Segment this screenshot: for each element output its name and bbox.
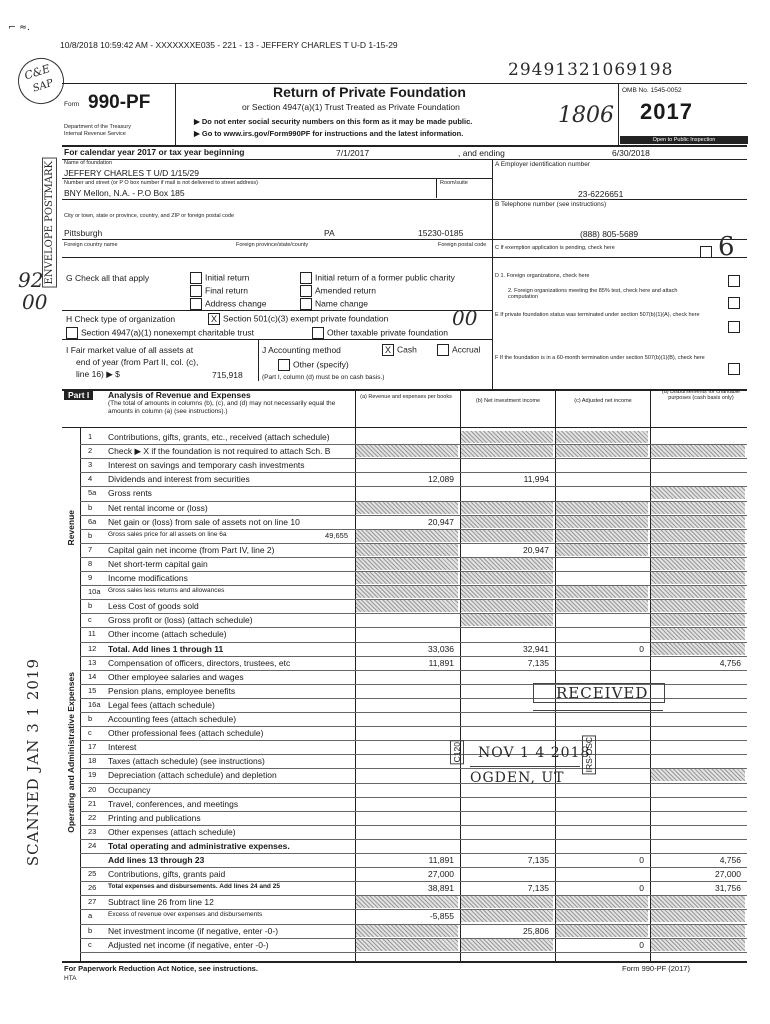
line-label: Gross sales price for all assets on line 6a bbox=[108, 530, 227, 538]
line-label: Accounting fees (attach schedule) bbox=[108, 714, 237, 724]
shaded-cell bbox=[461, 558, 553, 570]
amount-a: 20,947 bbox=[428, 516, 454, 527]
line-number: 26 bbox=[88, 883, 97, 893]
line-label: Other income (attach schedule) bbox=[108, 629, 227, 640]
line-label: Total expenses and disbursements. Add lines 24 and 25 bbox=[108, 883, 280, 891]
hta-label: HTA bbox=[64, 975, 77, 982]
exemption-pending-label: C If exemption application is pending, check here bbox=[495, 245, 615, 251]
shaded-cell bbox=[556, 586, 648, 598]
line-number: 4 bbox=[88, 474, 93, 484]
line-number: b bbox=[88, 502, 93, 512]
shaded-cell bbox=[356, 502, 458, 514]
501c3-checkbox[interactable]: X bbox=[208, 313, 220, 325]
name-label: Name of foundation bbox=[64, 160, 113, 166]
line-number: b bbox=[88, 714, 93, 723]
amended-return-checkbox[interactable] bbox=[300, 285, 312, 297]
shaded-cell bbox=[461, 614, 553, 626]
line-label: Travel, conferences, and meetings bbox=[108, 798, 239, 809]
instruction-website: Go to www.irs.gov/Form990PF for instructions and the latest information. bbox=[201, 129, 464, 138]
row-divider bbox=[80, 797, 747, 798]
name-change-checkbox[interactable] bbox=[300, 298, 312, 310]
line-number: c bbox=[88, 615, 92, 625]
line-label: Compensation of officers, directors, trustees, etc bbox=[108, 657, 291, 668]
line-label: Interest on savings and temporary cash investments bbox=[108, 460, 305, 471]
other-taxable-checkbox[interactable] bbox=[312, 327, 324, 339]
line-number: 12 bbox=[88, 643, 97, 653]
line-label: Other expenses (attach schedule) bbox=[108, 826, 236, 837]
line-label: Contributions, gifts, grants, etc., received (attach schedule) bbox=[108, 432, 330, 442]
street-label: Number and street (or P O box number if mail is not delivered to street address) bbox=[64, 180, 259, 186]
form-prefix: Form bbox=[64, 101, 80, 108]
form-title: Return of Private Foundation bbox=[273, 84, 466, 100]
amount-c: 0 bbox=[639, 883, 644, 894]
amount-b: 11,994 bbox=[523, 474, 549, 485]
amount-b: 7,135 bbox=[527, 855, 549, 865]
amount-d: 27,000 bbox=[715, 869, 741, 880]
amount-b: 25,806 bbox=[523, 925, 549, 936]
shaded-cell bbox=[651, 586, 745, 598]
shaded-cell bbox=[556, 502, 648, 514]
state-value: PA bbox=[324, 228, 335, 238]
shaded-cell bbox=[556, 445, 648, 457]
line-number: 13 bbox=[88, 657, 97, 667]
address-change-checkbox[interactable] bbox=[190, 298, 202, 310]
line-number: 22 bbox=[88, 812, 97, 822]
amount-b: 20,947 bbox=[523, 544, 549, 555]
city-label: City or town, state or province, country, and ZIP or foreign postal code bbox=[64, 213, 235, 219]
row-divider bbox=[80, 754, 747, 755]
line-number: 9 bbox=[88, 573, 93, 582]
shaded-cell bbox=[356, 939, 458, 951]
line-number: 7 bbox=[88, 544, 93, 554]
shaded-cell bbox=[356, 896, 458, 908]
line-number: b bbox=[88, 925, 93, 935]
f-label: F If the foundation is in a 60-month termination under section 507(b)(1)(B), check here bbox=[495, 355, 705, 361]
received-date: NOV 1 4 2018 bbox=[478, 745, 591, 761]
d2-label: 2. Foreign organizations meeting the 85% test, check here and attach computation bbox=[508, 288, 678, 300]
handwritten-00: 00 bbox=[452, 306, 478, 330]
form-subtitle: or Section 4947(a)(1) Trust Treated as Private Foundation bbox=[242, 102, 460, 112]
line-number: c bbox=[88, 728, 92, 738]
shaded-cell bbox=[651, 925, 745, 937]
shaded-cell bbox=[651, 939, 745, 951]
row-divider bbox=[80, 768, 747, 769]
shaded-cell bbox=[556, 896, 648, 908]
instruction-ssn: Do not enter social security numbers on this form as it may be made public. bbox=[201, 117, 473, 126]
line-label: Net gain or (loss) from sale of assets not on line 10 bbox=[108, 516, 300, 527]
line-number: 2 bbox=[88, 446, 93, 456]
shaded-cell bbox=[461, 586, 553, 598]
line-label: Interest bbox=[108, 742, 137, 753]
row-divider bbox=[80, 726, 747, 727]
ein-value: 23-6226651 bbox=[578, 189, 624, 199]
received-side-code: IRS-OSC bbox=[584, 737, 594, 773]
amount-a: 11,891 bbox=[428, 855, 454, 865]
shaded-cell bbox=[651, 628, 745, 640]
dept-line-2: Internal Revenue Service bbox=[64, 131, 126, 137]
shaded-cell bbox=[651, 769, 745, 781]
shaded-cell bbox=[461, 600, 553, 612]
amount-a: 33,036 bbox=[428, 643, 454, 654]
zip-value: 15230-0185 bbox=[418, 228, 464, 238]
shaded-cell bbox=[651, 643, 745, 655]
line-number: 17 bbox=[88, 742, 97, 752]
circle-stamp: C&E SAP bbox=[12, 52, 70, 110]
phone-label: B Telephone number (see instructions) bbox=[495, 201, 607, 208]
line-label: Printing and publications bbox=[108, 812, 201, 823]
cash-checkbox[interactable]: X bbox=[382, 344, 394, 356]
row-divider bbox=[80, 642, 747, 643]
city-value: Pittsburgh bbox=[64, 228, 103, 238]
print-header: 10/8/2018 10:59:42 AM - XXXXXXXE035 - 221 - 13 - JEFFERY CHARLES T U-D 1-15-29 bbox=[60, 40, 398, 50]
line-number: 19 bbox=[88, 770, 97, 780]
amount-a: 38,891 bbox=[428, 883, 454, 894]
fmv-label-1: I Fair market value of all assets at bbox=[66, 345, 194, 355]
shaded-cell bbox=[651, 502, 745, 514]
row-divider bbox=[80, 853, 747, 854]
shaded-cell bbox=[556, 544, 648, 556]
amount-c: 0 bbox=[639, 643, 644, 654]
initial-return-checkbox[interactable] bbox=[190, 272, 202, 284]
phone-value: (888) 805-5689 bbox=[580, 229, 639, 239]
line-label: Subtract line 26 from line 12 bbox=[108, 897, 214, 908]
shaded-cell bbox=[651, 445, 745, 457]
line-number: 25 bbox=[88, 869, 97, 879]
tax-year: 2017 bbox=[640, 99, 693, 124]
row-divider bbox=[80, 881, 747, 882]
revenue-side-label: Revenue bbox=[66, 510, 76, 546]
d1-checkbox[interactable] bbox=[728, 275, 740, 287]
shaded-cell bbox=[356, 572, 458, 584]
shaded-cell bbox=[651, 600, 745, 612]
part-i-description: (The total of amounts in columns (b), (c), and (d) may not necessarily equal the amounts in column (a) (see instructions).) bbox=[108, 400, 336, 415]
line-number: 27 bbox=[88, 897, 97, 907]
line-label: Capital gain net income (from Part IV, line 2) bbox=[108, 544, 275, 555]
line-label: Other employee salaries and wages bbox=[108, 671, 244, 682]
calendar-label: For calendar year 2017 or tax year beginning bbox=[64, 147, 245, 157]
shaded-cell bbox=[356, 558, 458, 570]
line-label: Income modifications bbox=[108, 573, 188, 583]
line-label: Less Cost of goods sold bbox=[108, 601, 199, 612]
line-number: 1 bbox=[88, 432, 93, 441]
row-divider bbox=[80, 656, 747, 657]
line-number: c bbox=[88, 939, 92, 949]
part-i-title: Analysis of Revenue and Expenses bbox=[108, 390, 251, 400]
line-number: 20 bbox=[88, 784, 97, 794]
d1-label: D 1. Foreign organizations, check here bbox=[495, 273, 590, 279]
col-b-header: (b) Net investment income bbox=[475, 398, 541, 404]
gross-sales-price-value: 49,655 bbox=[325, 531, 348, 540]
amount-b: 7,135 bbox=[527, 657, 549, 668]
line-number: a bbox=[88, 911, 93, 921]
line-number: 23 bbox=[88, 826, 97, 836]
shaded-cell bbox=[461, 516, 553, 528]
row-divider bbox=[80, 740, 747, 741]
amount-c: 0 bbox=[639, 939, 644, 950]
amount-d: 31,756 bbox=[715, 883, 741, 894]
accounting-method-label: J Accounting method bbox=[262, 345, 341, 355]
line-label: Depreciation (attach schedule) and depletion bbox=[108, 770, 277, 781]
room-label: Room/suite bbox=[440, 180, 468, 186]
line-label: Net rental income or (loss) bbox=[108, 502, 208, 513]
amount-d: 4,756 bbox=[719, 657, 741, 668]
line-number: 8 bbox=[88, 558, 93, 568]
line-label: Net short-term capital gain bbox=[108, 558, 208, 569]
amount-a: 27,000 bbox=[428, 869, 454, 880]
shaded-cell bbox=[651, 544, 745, 556]
line-label: Excess of revenue over expenses and disbursements bbox=[108, 911, 263, 919]
line-label: Total operating and administrative expenses. bbox=[108, 840, 290, 851]
final-return-checkbox[interactable] bbox=[190, 285, 202, 297]
row-divider bbox=[80, 613, 747, 614]
shaded-cell bbox=[356, 530, 458, 542]
line-label: Occupancy bbox=[108, 784, 151, 795]
shaded-cell bbox=[651, 910, 745, 922]
col-d-header: (d) Disbursements for charitable purposes (cash basis only) bbox=[661, 389, 741, 401]
row-divider bbox=[80, 458, 747, 459]
line-number: 11 bbox=[88, 629, 96, 639]
section-g-label: G Check all that apply bbox=[66, 273, 150, 283]
envelope-postmark-stamp: ENVELOPE POSTMARK bbox=[42, 158, 57, 288]
foreign-country-label: Foreign country name bbox=[64, 242, 118, 248]
margin-note-92: 92 bbox=[18, 268, 44, 292]
line-label: Dividends and interest from securities bbox=[108, 474, 250, 485]
amount-a: -5,855 bbox=[429, 911, 454, 922]
row-divider bbox=[80, 712, 747, 713]
shaded-cell bbox=[461, 939, 553, 951]
shaded-cell bbox=[356, 445, 458, 457]
shaded-cell bbox=[461, 502, 553, 514]
shaded-cell bbox=[461, 530, 553, 542]
received-stamp: RECEIVED bbox=[533, 683, 665, 703]
line-label: Adjusted net income (if negative, enter -0-) bbox=[108, 939, 269, 950]
f-checkbox[interactable] bbox=[728, 363, 740, 375]
col-a-header: (a) Revenue and expenses per books bbox=[360, 394, 452, 400]
line-number: 21 bbox=[88, 798, 97, 808]
shaded-cell bbox=[651, 896, 745, 908]
cash-basis-note: (Part I, column (d) must be on cash basis.) bbox=[262, 374, 385, 381]
document-locator-number: 29491321069198 bbox=[508, 60, 674, 80]
scan-mark: ⌐ ≈. bbox=[8, 22, 30, 33]
row-divider bbox=[80, 825, 747, 826]
expenses-side-label: Operating and Administrative Expenses bbox=[66, 672, 76, 833]
shaded-cell bbox=[651, 614, 745, 626]
line-label: Gross sales less returns and allowances bbox=[108, 587, 225, 595]
line-label: Add lines 13 through 23 bbox=[108, 855, 205, 865]
open-to-public-badge: Open to Public Inspection bbox=[620, 136, 748, 144]
e-checkbox[interactable] bbox=[728, 321, 740, 333]
shaded-cell bbox=[651, 558, 745, 570]
amount-b: 7,135 bbox=[527, 883, 549, 894]
amount-a: 11,891 bbox=[428, 657, 454, 668]
shaded-cell bbox=[556, 925, 648, 937]
dept-line-1: Department of the Treasury bbox=[64, 124, 131, 130]
received-city: OGDEN, UT bbox=[470, 770, 565, 786]
paperwork-notice: For Paperwork Reduction Act Notice, see instructions. bbox=[64, 964, 258, 973]
handwritten-6: 6 bbox=[718, 232, 735, 262]
line-label: Taxes (attach schedule) (see instructions) bbox=[108, 756, 265, 767]
line-label: Gross rents bbox=[108, 488, 152, 499]
e-label: E If private foundation status was terminated under section 507(b)(1)(A), check here bbox=[495, 312, 700, 318]
foreign-postal-label: Foreign postal code bbox=[438, 242, 487, 248]
shaded-cell bbox=[556, 431, 648, 443]
line-number: 18 bbox=[88, 756, 97, 766]
shaded-cell bbox=[461, 431, 553, 443]
line-label: Other professional fees (attach schedule) bbox=[108, 728, 264, 739]
line-label: Gross profit or (loss) (attach schedule) bbox=[108, 615, 253, 626]
shaded-cell bbox=[651, 530, 745, 542]
scanned-date-stamp: SCANNED JAN 3 1 2019 bbox=[24, 658, 42, 867]
row-divider bbox=[80, 472, 747, 473]
amount-a: 12,089 bbox=[428, 474, 454, 485]
accrual-checkbox[interactable] bbox=[437, 344, 449, 356]
line-number: 6a bbox=[88, 516, 97, 526]
row-divider bbox=[80, 867, 747, 868]
fmv-label-2: end of year (from Part II, col. (c), bbox=[76, 357, 199, 367]
amount-b: 32,941 bbox=[523, 643, 549, 654]
part-i-tag: Part I bbox=[64, 390, 93, 400]
shaded-cell bbox=[651, 572, 745, 584]
foreign-province-label: Foreign province/state/county bbox=[236, 242, 309, 248]
margin-note-00: 00 bbox=[22, 290, 48, 314]
line-label: Contributions, gifts, grants paid bbox=[108, 869, 226, 880]
shaded-cell bbox=[461, 910, 553, 922]
exemption-pending-checkbox[interactable] bbox=[700, 246, 712, 258]
line-label: Legal fees (attach schedule) bbox=[108, 699, 215, 710]
shaded-cell bbox=[556, 910, 648, 922]
row-divider bbox=[80, 627, 747, 628]
line-number: 14 bbox=[88, 671, 97, 681]
and-ending-label: , and ending bbox=[458, 148, 505, 158]
shaded-cell bbox=[356, 544, 458, 556]
row-divider bbox=[80, 839, 747, 840]
handwritten-1806: 1806 bbox=[558, 103, 614, 128]
amount-c: 0 bbox=[639, 855, 644, 865]
line-label: Total. Add lines 1 through 11 bbox=[108, 643, 224, 654]
fmv-value: 715,918 bbox=[212, 370, 243, 380]
section-h-label: H Check type of organization bbox=[66, 314, 176, 324]
shaded-cell bbox=[556, 516, 648, 528]
row-divider bbox=[80, 952, 747, 953]
line-number: 16a bbox=[88, 699, 101, 709]
ein-label: A Employer identification number bbox=[495, 161, 591, 168]
line-number: 3 bbox=[88, 460, 93, 470]
line-number: 15 bbox=[88, 685, 97, 695]
row-divider bbox=[80, 783, 747, 784]
shaded-cell bbox=[556, 530, 648, 542]
line-number: b bbox=[88, 601, 93, 611]
form-footer-id: Form 990-PF (2017) bbox=[622, 964, 690, 973]
d2-checkbox[interactable] bbox=[728, 297, 740, 309]
tax-year-end: 6/30/2018 bbox=[612, 148, 650, 158]
former-public-charity-checkbox[interactable] bbox=[300, 272, 312, 284]
amount-d: 4,756 bbox=[719, 855, 741, 865]
line-label: Pension plans, employee benefits bbox=[108, 685, 236, 696]
line-label: Check ▶ X if the foundation is not required to attach Sch. B bbox=[108, 446, 331, 457]
row-divider bbox=[80, 811, 747, 812]
shaded-cell bbox=[461, 896, 553, 908]
shaded-cell bbox=[461, 572, 553, 584]
fmv-label-3: line 16) ▶ $ bbox=[76, 369, 120, 379]
shaded-cell bbox=[651, 516, 745, 528]
col-c-header: (c) Adjusted net income bbox=[574, 398, 632, 404]
line-number: 5a bbox=[88, 488, 97, 498]
tax-year-begin: 7/1/2017 bbox=[336, 148, 370, 158]
row-divider bbox=[80, 486, 747, 487]
line-number: b bbox=[88, 530, 93, 540]
4947-checkbox[interactable] bbox=[66, 327, 78, 339]
shaded-cell bbox=[356, 600, 458, 612]
row-divider bbox=[80, 670, 747, 671]
line-number: 24 bbox=[88, 840, 97, 850]
line-label: Net investment income (if negative, enter -0-) bbox=[108, 925, 279, 936]
street-address: BNY Mellon, N.A. - P.O Box 185 bbox=[64, 188, 185, 198]
line-number: 10a bbox=[88, 587, 101, 597]
shaded-cell bbox=[356, 586, 458, 598]
form-number: 990-PF bbox=[88, 92, 151, 113]
shaded-cell bbox=[651, 487, 745, 499]
shaded-cell bbox=[461, 445, 553, 457]
received-code: C120 bbox=[452, 742, 462, 763]
shaded-cell bbox=[556, 600, 648, 612]
shaded-cell bbox=[356, 925, 458, 937]
other-method-checkbox[interactable] bbox=[278, 359, 290, 371]
omb-number: OMB No. 1545-0052 bbox=[622, 87, 682, 94]
foundation-name: JEFFERY CHARLES T U/D 1/15/29 bbox=[64, 168, 199, 178]
